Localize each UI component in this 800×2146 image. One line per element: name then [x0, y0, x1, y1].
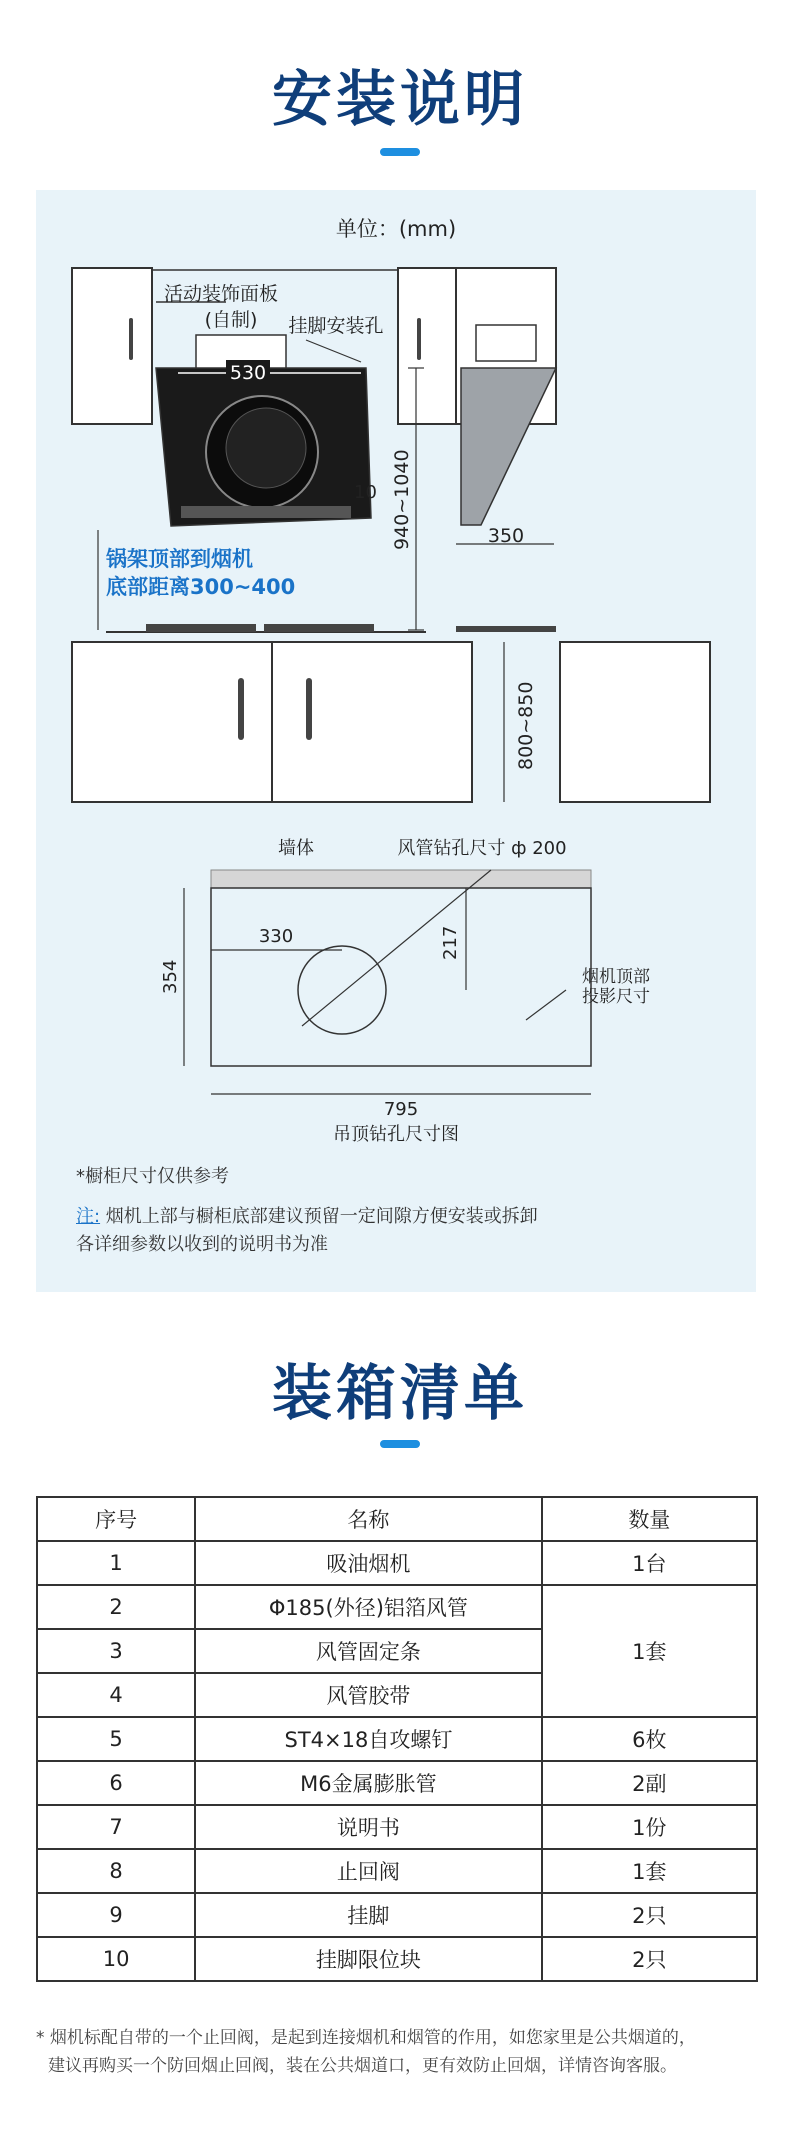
row-no: 1: [37, 1541, 195, 1585]
header-name: 名称: [195, 1497, 541, 1541]
row-qty: 1套: [542, 1849, 757, 1893]
row-qty: 1台: [542, 1541, 757, 1585]
cabinet-handle: [417, 318, 421, 360]
note-prefix: 注:: [76, 1206, 101, 1227]
hook-hole-leader: [306, 340, 361, 362]
row-qty: 1套: [542, 1585, 757, 1717]
projection-rect: [211, 888, 591, 1066]
table-row: [37, 1541, 757, 1585]
gap-note-text: 烟机上部与橱柜底部建议预留一定间隙方便安装或拆卸: [100, 1206, 538, 1227]
wall-label: 墙体: [278, 838, 314, 859]
row-qty: 2副: [542, 1761, 757, 1805]
row-no: 9: [37, 1893, 195, 1937]
dim-330: 330: [258, 926, 294, 947]
hook-hole-label: 挂脚安装孔: [288, 315, 384, 337]
projection-label-1: 烟机顶部: [582, 967, 650, 987]
row-no: 2: [37, 1585, 195, 1629]
manual-note: 各详细参数以收到的说明书为准: [76, 1234, 328, 1255]
row-no: 10: [37, 1937, 195, 1981]
ceiling-caption: 吊顶钻孔尺寸图: [333, 1124, 459, 1145]
title-accent-bar: [380, 1440, 420, 1448]
title-accent-bar: [380, 148, 420, 156]
stove-side: [456, 626, 556, 632]
stove-burner-left: [146, 624, 256, 632]
packing-title: 装箱清单: [272, 1359, 528, 1429]
duct-hole-label: 风管钻孔尺寸 ф 200: [397, 838, 567, 859]
install-diagram-panel: [36, 190, 756, 1292]
unit-label: 单位：(mm): [335, 217, 457, 241]
dim-350: 350: [487, 525, 525, 547]
projection-leader: [526, 990, 566, 1020]
table-header-row: [37, 1497, 757, 1541]
dim-795: 795: [383, 1099, 419, 1120]
wall-bricks: [211, 870, 591, 888]
dim-cabinet-height: 800~850: [515, 681, 537, 770]
row-name: 说明书: [195, 1805, 541, 1849]
side-duct: [476, 325, 536, 361]
row-name: 挂脚: [195, 1893, 541, 1937]
install-title: 安装说明: [272, 65, 528, 135]
table-row: [37, 1761, 757, 1805]
lower-cabinet-right: [272, 642, 472, 802]
row-qty: 1份: [542, 1805, 757, 1849]
row-name: 吸油烟机: [195, 1541, 541, 1585]
row-name: ST4×18自攻螺钉: [195, 1717, 541, 1761]
row-name: M6金属膨胀管: [195, 1761, 541, 1805]
row-name: Φ185(外径)铝箔风管: [195, 1585, 541, 1629]
row-qty: 6枚: [542, 1717, 757, 1761]
upper-cabinet-left: [72, 268, 152, 424]
row-no: 6: [37, 1761, 195, 1805]
install-diagram: [36, 190, 756, 1292]
row-no: 4: [37, 1673, 195, 1717]
stove-burner-right: [264, 624, 374, 632]
duct-hole-circle: [298, 946, 386, 1034]
row-qty: 2只: [542, 1937, 757, 1981]
cabinet-ref-note: *橱柜尺寸仅供参考: [76, 1166, 229, 1187]
table-row: [37, 1849, 757, 1893]
packing-table: [36, 1496, 758, 1982]
dim-217: 217: [440, 925, 461, 960]
self-made-label: (自制): [204, 309, 258, 331]
range-hood-side: [461, 368, 556, 525]
footnote-line-1: * 烟机标配自带的一个止回阀，是起到连接烟机和烟管的作用，如您家里是公共烟道的，: [36, 2028, 696, 2048]
side-lower-cabinet: [560, 642, 710, 802]
table-row: [37, 1893, 757, 1937]
row-name: 挂脚限位块: [195, 1937, 541, 1981]
header-qty: 数量: [542, 1497, 757, 1541]
row-name: 风管胶带: [195, 1673, 541, 1717]
table-row: [37, 1717, 757, 1761]
dim-530: 530: [229, 362, 267, 384]
row-no: 7: [37, 1805, 195, 1849]
cabinet-handle: [129, 318, 133, 360]
dim-354: 354: [160, 959, 181, 994]
hood-light-bar: [181, 506, 351, 518]
footnote-line-2: 建议再购买一个防回烟止回阀，装在公共烟道口，更有效防止回烟，详情咨询客服。: [48, 2056, 677, 2076]
row-qty: 2只: [542, 1893, 757, 1937]
distance-label-2: 底部距离300~400: [106, 575, 296, 599]
cabinet-handle: [306, 678, 312, 740]
row-name: 止回阀: [195, 1849, 541, 1893]
table-row: [37, 1805, 757, 1849]
row-no: 8: [37, 1849, 195, 1893]
table-row: [37, 1585, 757, 1629]
table-row: [37, 1937, 757, 1981]
header-no: 序号: [37, 1497, 195, 1541]
row-no: 3: [37, 1629, 195, 1673]
packing-footnote: [36, 2024, 776, 2080]
panel-label: 活动装饰面板: [163, 283, 279, 305]
dim-10: 10: [354, 482, 377, 503]
row-no: 5: [37, 1717, 195, 1761]
projection-label-2: 投影尺寸: [582, 987, 650, 1007]
distance-label-1: 锅架顶部到烟机: [106, 547, 253, 571]
gap-note: [76, 1202, 538, 1228]
row-name: 风管固定条: [195, 1629, 541, 1673]
hood-fan-inner: [226, 408, 306, 488]
cabinet-handle: [238, 678, 244, 740]
dim-height: 940~1040: [391, 449, 413, 550]
